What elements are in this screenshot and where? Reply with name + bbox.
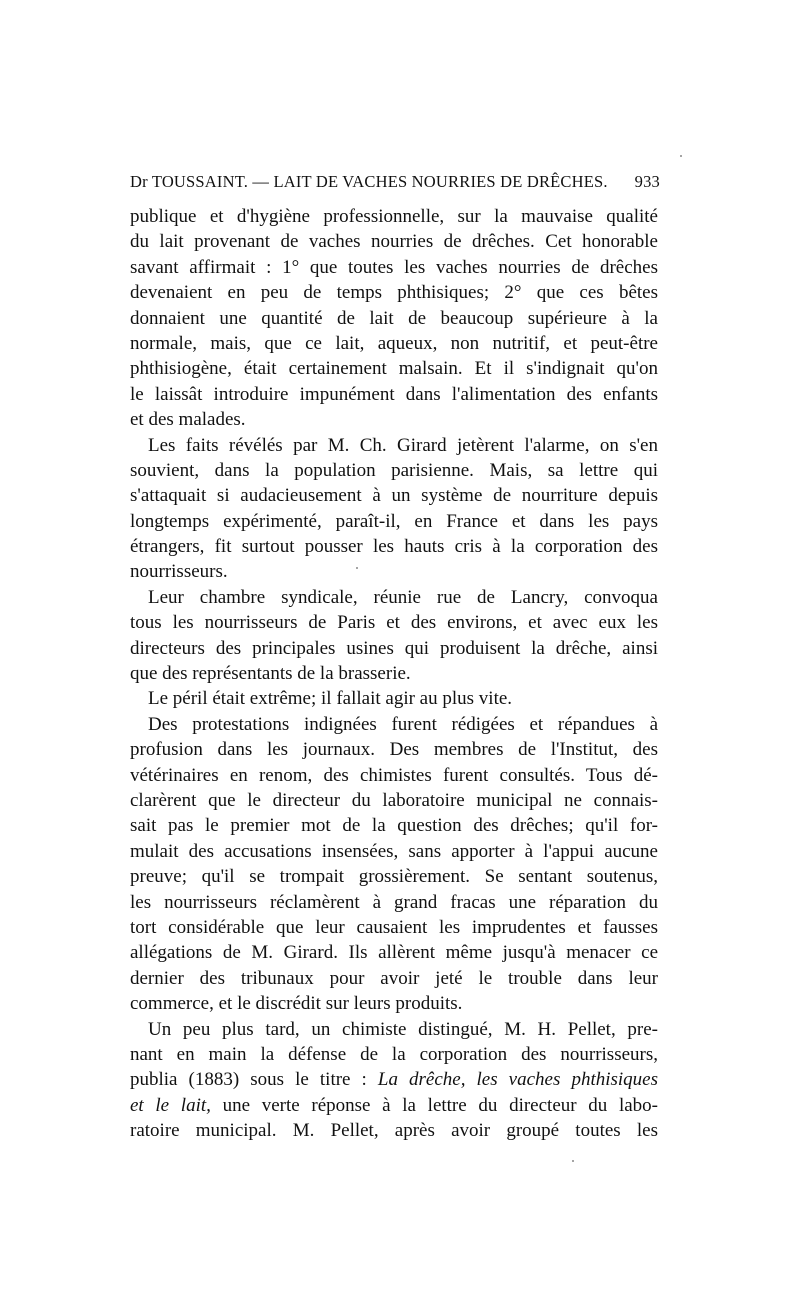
text-line: s'attaquait si audacieusement à un système de nourriture depuis (130, 485, 658, 507)
text-line: du lait provenant de vaches nourries de drêches. Cet honorable (130, 231, 658, 253)
text-line: souvient, dans la population parisienne. Mais, sa lettre qui (130, 459, 658, 481)
book-title-italic: et le lait, (130, 1094, 211, 1116)
text-line: directeurs des principales usines qui produisent la drêche, ainsi (130, 637, 658, 659)
text-run: publia (1883) sous le titre : (130, 1069, 378, 1091)
text-line: tort considérable que leur causaient les imprudentes et fausses (130, 916, 658, 938)
paragraph-start: Des protestations indignées furent rédigées et répandues à (148, 713, 658, 735)
book-title-italic: La drêche, les vaches phthisiques (377, 1069, 658, 1091)
body-text (130, 204, 658, 1143)
paragraph-start: Leur chambre syndicale, réunie rue de Lancry, convoqua (148, 586, 658, 608)
text-line: que des représentants de la brasserie. (130, 663, 411, 685)
text-line: ratoire municipal. M. Pellet, après avoir groupé toutes les (130, 1120, 658, 1142)
text-line: les nourrisseurs réclamèrent à grand fracas une réparation du (130, 891, 658, 913)
text-line: normale, mais, que ce lait, aqueux, non nutritif, et peut-être (130, 332, 658, 354)
text-line: preuve; qu'il se trompait grossièrement. Se sentant soutenus, (130, 866, 658, 888)
text-line: devenaient en peu de temps phthisiques; 2° que ces bêtes (130, 282, 658, 304)
text-line: vétérinaires en renom, des chimistes furent consultés. Tous dé- (130, 764, 658, 786)
text-line: et des malades. (130, 409, 246, 431)
text-line: commerce, et le discrédit sur leurs produits. (130, 993, 463, 1015)
paragraph-start: Le péril était extrême; il fallait agir au plus vite. (148, 688, 513, 710)
text-line: tous les nourrisseurs de Paris et des environs, et avec eux les (130, 612, 658, 634)
text-line: donnaient une quantité de lait de beaucoup supérieure à la (130, 307, 658, 329)
running-head-title: Dr TOUSSAINT. — LAIT DE VACHES NOURRIES DE DRÊCHES. (130, 172, 608, 191)
paper-speck (572, 1160, 574, 1162)
page-number: 933 (634, 172, 660, 191)
paragraph-start: Les faits révélés par M. Ch. Girard jetèrent l'alarme, on s'en (148, 434, 658, 456)
text-line: dernier des tribunaux pour avoir jeté le trouble dans leur (130, 967, 658, 989)
text-line: longtemps expérimenté, paraît-il, en France et dans les pays (130, 510, 658, 532)
text-line: clarèrent que le directeur du laboratoire municipal ne connais- (130, 789, 658, 811)
text-line: nant en main la défense de la corporation des nourrisseurs, (130, 1043, 658, 1065)
text-line: publique et d'hygiène professionnelle, sur la mauvaise qualité (130, 206, 658, 227)
running-head (130, 172, 660, 192)
text-line: mulait des accusations insensées, sans apporter à l'appui aucune (130, 840, 658, 862)
text-line: étrangers, fit surtout pousser les hauts cris à la corporation des (130, 536, 658, 558)
paper-speck (680, 155, 682, 157)
text-line: savant affirmait : 1° que toutes les vaches nourries de drêches (130, 256, 658, 278)
text-line: phthisiogène, était certainement malsain. Et il s'indignait qu'on (130, 358, 658, 380)
text-line: nourrisseurs. (130, 561, 228, 583)
text-line: le laissât introduire impunément dans l'alimentation des enfants (130, 383, 658, 405)
paragraph-start: Un peu plus tard, un chimiste distingué, M. H. Pellet, pre- (148, 1018, 658, 1040)
text-line: profusion dans les journaux. Des membres de l'Institut, des (130, 739, 658, 761)
text-line: sait pas le premier mot de la question des drêches; qu'il for- (130, 815, 658, 837)
paper-speck (356, 567, 358, 569)
text-line (130, 1093, 658, 1118)
text-line (130, 1067, 658, 1092)
text-line: allégations de M. Girard. Ils allèrent même jusqu'à menacer ce (130, 942, 658, 964)
text-run: une verte réponse à la lettre du directeur du labo- (210, 1094, 658, 1116)
